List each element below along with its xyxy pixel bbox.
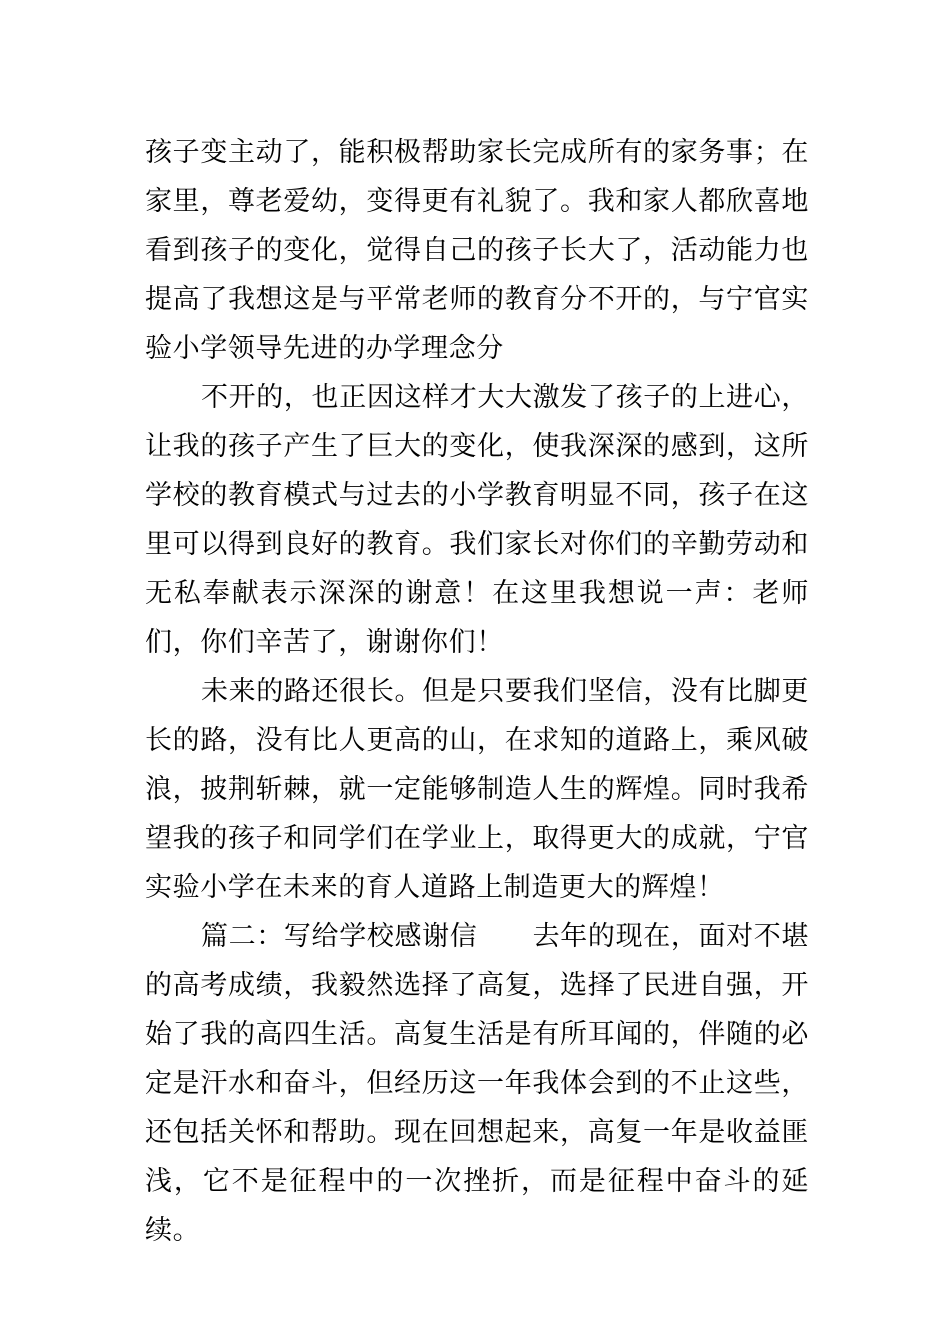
paragraph-4: 篇二：写给学校感谢信 去年的现在，面对不堪的高考成绩，我毅然选择了高复，选择了民进自强，开始了我的高四生活。高复生活是有所耳闻的，伴随的必定是汗水和奋斗，但经历这一年我体会到的不止这些，还包括关怀和帮助。现在回想起来，高复一年是收益匪浅，它不是征程中的一次挫折，而是征程中奋斗的延续。 [145, 921, 809, 1246]
document-body [145, 128, 809, 1255]
paragraph-3: 未来的路还很长。但是只要我们坚信，没有比脚更长的路，没有比人更高的山，在求知的道路上，乘风破浪，披荆斩棘，就一定能够制造人生的辉煌。同时我希望我的孩子和同学们在学业上，取得更大的成就，宁官实验小学在未来的育人道路上制造更大的辉煌！ [145, 676, 809, 903]
paragraph-1: 孩子变主动了，能积极帮助家长完成所有的家务事；在家里，尊老爱幼，变得更有礼貌了。我和家人都欣喜地看到孩子的变化，觉得自己的孩子长大了，活动能力也提高了我想这是与平常老师的教育分不开的，与宁官实验小学领导先进的办学理念分 [145, 137, 809, 364]
paragraph-2: 不开的，也正因这样才大大激发了孩子的上进心，让我的孩子产生了巨大的变化，使我深深的感到，这所学校的教育模式与过去的小学教育明显不同，孩子在这里可以得到良好的教育。我们家长对你们的辛勤劳动和无私奉献表示深深的谢意！在这里我想说一声：老师们，你们辛苦了，谢谢你们！ [145, 382, 809, 658]
